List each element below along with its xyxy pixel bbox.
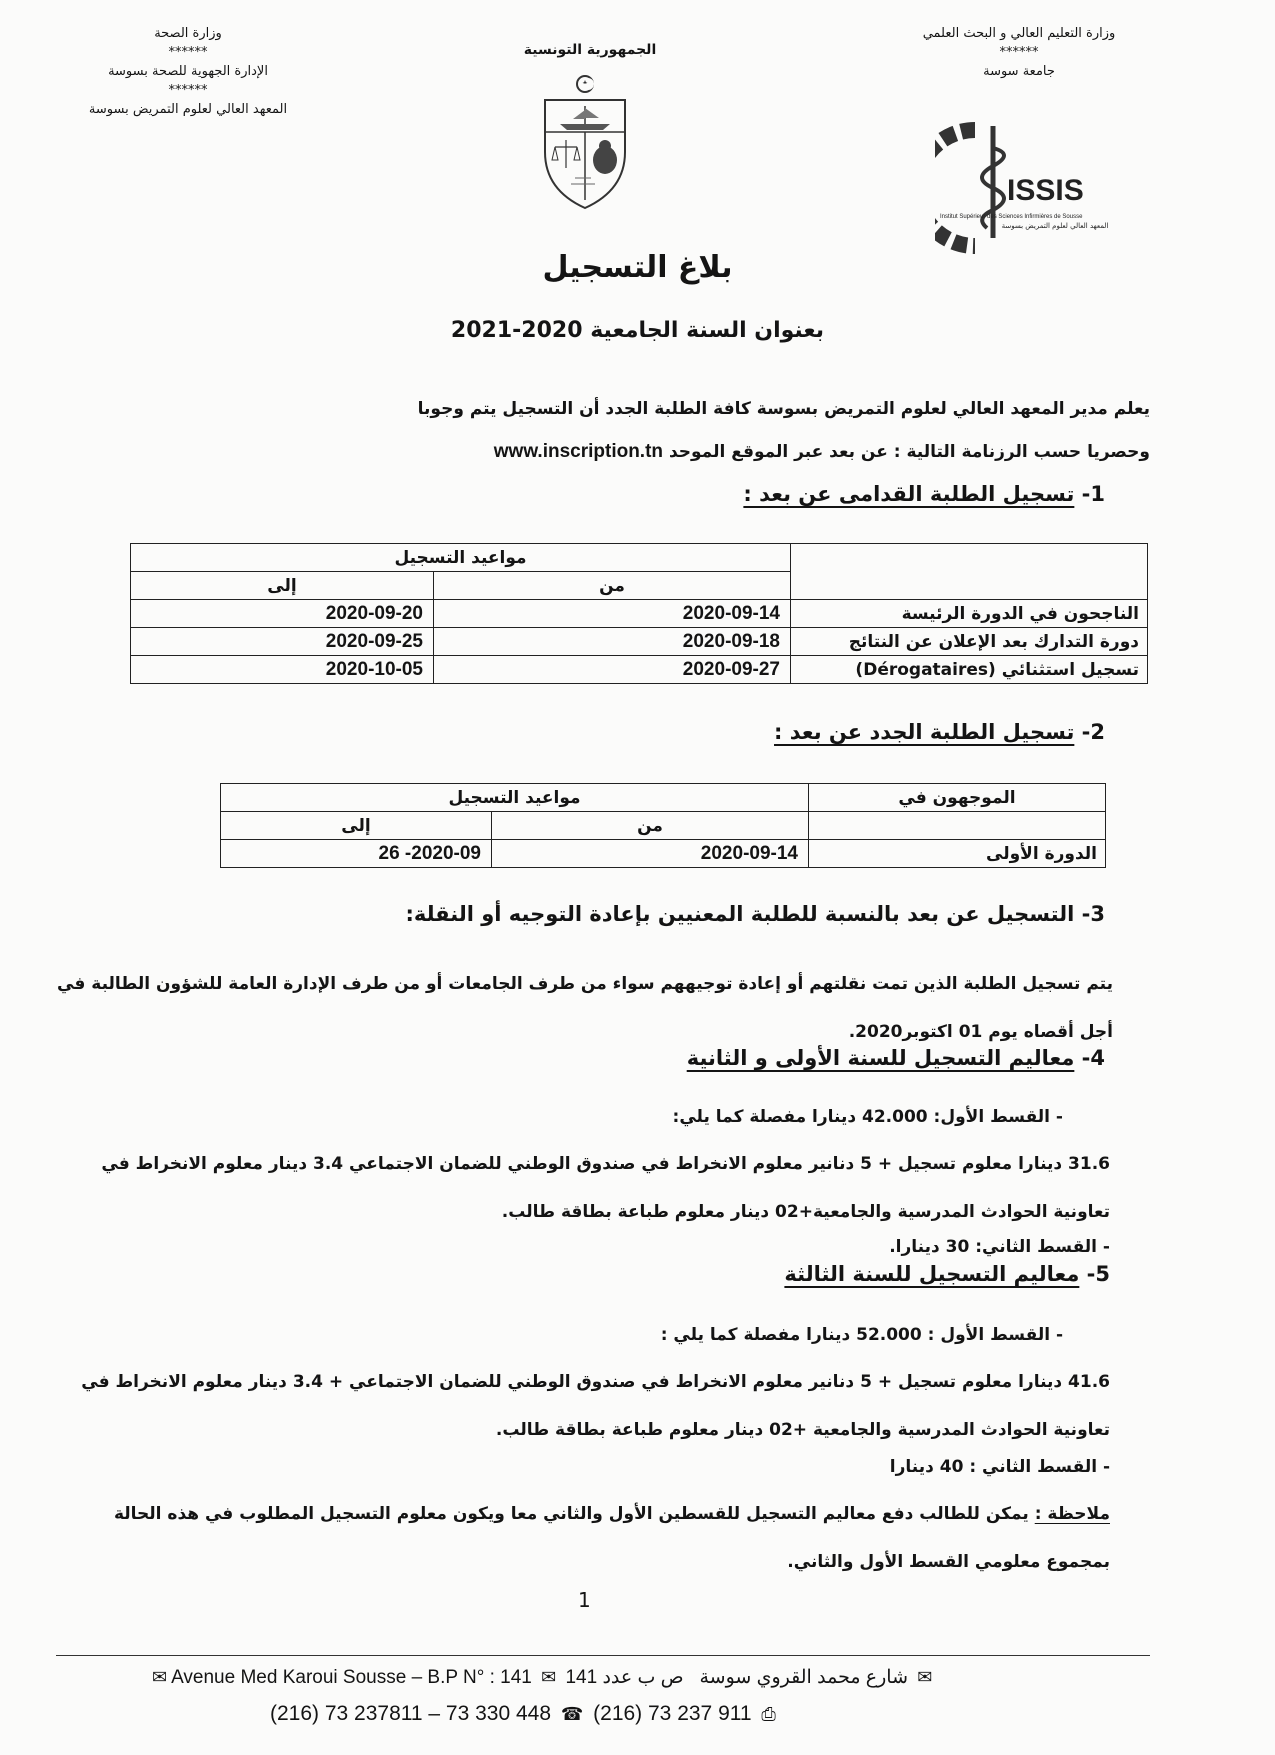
- footer-address-fr: Avenue Med Karoui Sousse – B.P N° : 141: [171, 1667, 532, 1688]
- fee-breakdown: 31.6 دينارا معلوم تسجيل + 5 دنانير معلوم الانخراط في صندوق الوطني للضمان الاجتماعي 3.4 دينار معلوم الانخراط في تعاونية الحوادث المدرسية والجامعية+02 دينار معلوم طباعة بطاقة طالب.: [101, 1154, 1110, 1222]
- footer-divider: [56, 1655, 1150, 1656]
- section-2-heading: [774, 720, 1105, 744]
- registration-website-link[interactable]: www.inscription.tn: [493, 441, 664, 462]
- header-right-line: جامعة سوسة: [983, 64, 1055, 79]
- new-students-schedule-table: [220, 783, 1106, 868]
- section-3-heading: [405, 902, 1105, 926]
- header-left-line: الإدارة الجهوية للصحة بسوسة: [108, 64, 268, 79]
- footer-contacts: [270, 1702, 970, 1726]
- table-row: [221, 840, 1106, 868]
- header-ministry-higher-education: [889, 24, 1149, 81]
- row-from-date: 2020-09-18: [434, 628, 791, 656]
- intro-line-2: [50, 437, 1150, 467]
- table-header: مواعيد التسجيل: [131, 544, 791, 572]
- table-row: [131, 628, 1148, 656]
- header-republic: الجمهورية التونسية: [523, 42, 657, 58]
- table-header: مواعيد التسجيل: [221, 784, 809, 812]
- footer-street-ar: شارع محمد القروي سوسة: [699, 1667, 909, 1688]
- issis-caption-ar: المعهد العالي لعلوم التمريض بسوسة: [1001, 222, 1109, 230]
- section-title: معاليم التسجيل للسنة الثالثة: [784, 1262, 1080, 1286]
- row-from-date: 2020-09-27: [434, 656, 791, 684]
- issis-caption-fr: Institut Supérieur des Sciences Infirmières de Sousse: [940, 214, 1083, 220]
- section-number: 2-: [1081, 720, 1105, 744]
- tunisia-coat-of-arms-icon: [535, 72, 635, 212]
- table-col-to: إلى: [221, 812, 492, 840]
- returning-students-schedule-table: [130, 543, 1148, 684]
- section-number: 5-: [1086, 1262, 1110, 1286]
- table-col-from: من: [434, 572, 791, 600]
- section-4-heading: [687, 1046, 1105, 1070]
- section-title: معاليم التسجيل للسنة الأولى و الثانية: [686, 1046, 1075, 1070]
- section-title: تسجيل الطلبة الجدد عن بعد :: [774, 720, 1075, 744]
- header-ministry-health: [58, 24, 318, 119]
- section-title: التسجيل عن بعد بالنسبة للطلبة المعنيين بإعادة التوجيه أو النقلة:: [405, 902, 1075, 926]
- document-title: بلاغ التسجيل: [542, 250, 733, 285]
- section-number: 3-: [1081, 902, 1105, 926]
- table-col-assigned: الموجهون في: [809, 784, 1106, 812]
- fee-first-installment: - القسط الأول : 52.000 دينارا مفصلة كما يلي :: [660, 1325, 1063, 1345]
- row-label: الدورة الأولى: [809, 840, 1106, 868]
- phone-icon: ☎: [560, 1704, 584, 1724]
- row-to-date: 2020-09-25: [131, 628, 434, 656]
- table-empty-cell: [809, 812, 1106, 840]
- note-label: ملاحظة :: [1034, 1504, 1110, 1524]
- header-left-line: ******: [168, 83, 208, 98]
- section-1-heading: [743, 482, 1105, 506]
- header-left-line: المعهد العالي لعلوم التمريض بسوسة: [88, 102, 288, 117]
- row-from-date: 2020-09-14: [492, 840, 809, 868]
- note-paragraph: [50, 1490, 1110, 1586]
- issis-logo: [935, 118, 1170, 258]
- table-row: [131, 656, 1148, 684]
- table-col-to: إلى: [131, 572, 434, 600]
- page-number: 1: [578, 1588, 591, 1612]
- envelope-icon: ✉: [152, 1667, 168, 1687]
- section-5-heading: [784, 1262, 1110, 1286]
- footer-fax: (216) 73 237 911: [593, 1702, 752, 1725]
- fee-second-installment: - القسط الثاني : 40 دينارا: [889, 1457, 1110, 1477]
- row-label: الناجحون في الدورة الرئيسة: [791, 600, 1148, 628]
- header-right-line: وزارة التعليم العالي و البحث العلمي: [922, 26, 1116, 41]
- table-row: [131, 600, 1148, 628]
- section-number: 4-: [1081, 1046, 1105, 1070]
- section-number: 1-: [1081, 482, 1105, 506]
- row-to-date: 2020-10-05: [131, 656, 434, 684]
- table-empty-cell: [791, 544, 1148, 600]
- intro-text: وحصريا حسب الرزنامة التالية : عن بعد عبر الموقع الموحد: [668, 442, 1150, 462]
- row-from-date: 2020-09-14: [434, 600, 791, 628]
- mailbox-icon: ✉: [541, 1667, 557, 1687]
- envelope-icon: ✉: [917, 1667, 933, 1687]
- fax-icon: ⎙: [761, 1704, 776, 1724]
- row-label: تسجيل استثنائي (Dérogataires): [791, 656, 1148, 684]
- header-right-line: ******: [999, 45, 1039, 60]
- header-left-line: ******: [168, 45, 208, 60]
- section-3-text: يتم تسجيل الطلبة الذين تمت نقلتهم أو إعادة توجيههم سواء من طرف الجامعات أو من طرف الإدارة العامة للشؤون الطالبة في أجل أقصاه يوم 01 اكتوبر2020.: [57, 974, 1113, 1042]
- fee-first-installment: - القسط الأول: 42.000 دينارا مفصلة كما يلي:: [672, 1107, 1063, 1127]
- table-col-from: من: [492, 812, 809, 840]
- section-title: تسجيل الطلبة القدامى عن بعد :: [743, 482, 1075, 506]
- header-left-line: وزارة الصحة: [154, 26, 222, 41]
- footer-pobox-ar: ص ب عدد 141: [565, 1667, 684, 1688]
- note-text: يمكن للطالب دفع معاليم التسجيل للقسطين الأول والثاني معا ويكون معلوم التسجيل المطلوب في هذه الحالة بمجموع معلومي القسط الأول والثاني.: [113, 1504, 1110, 1572]
- fee-second-installment: - القسط الثاني: 30 دينارا.: [889, 1237, 1110, 1257]
- intro-line-1: يعلم مدير المعهد العالي لعلوم التمريض بسوسة كافة الطلبة الجدد أن التسجيل يتم وجوبا: [417, 399, 1150, 419]
- issis-logo-text: ISSIS: [1007, 174, 1084, 207]
- footer-address: [148, 1666, 1068, 1689]
- row-to-date: 2020-09- 26: [221, 840, 492, 868]
- row-to-date: 2020-09-20: [131, 600, 434, 628]
- footer-phones: (216) 73 237811 – 73 330 448: [270, 1702, 552, 1725]
- fee-breakdown: 41.6 دينارا معلوم تسجيل + 5 دنانير معلوم الانخراط في صندوق الوطني للضمان الاجتماعي + 3.4 دينار معلوم الانخراط في تعاونية الحوادث المدرسية والجامعية +02 دينار معلوم طباعة بطاقة طالب.: [81, 1372, 1110, 1440]
- row-label: دورة التدارك بعد الإعلان عن النتائج: [791, 628, 1148, 656]
- document-subtitle: بعنوان السنة الجامعية 2020-2021: [450, 318, 825, 343]
